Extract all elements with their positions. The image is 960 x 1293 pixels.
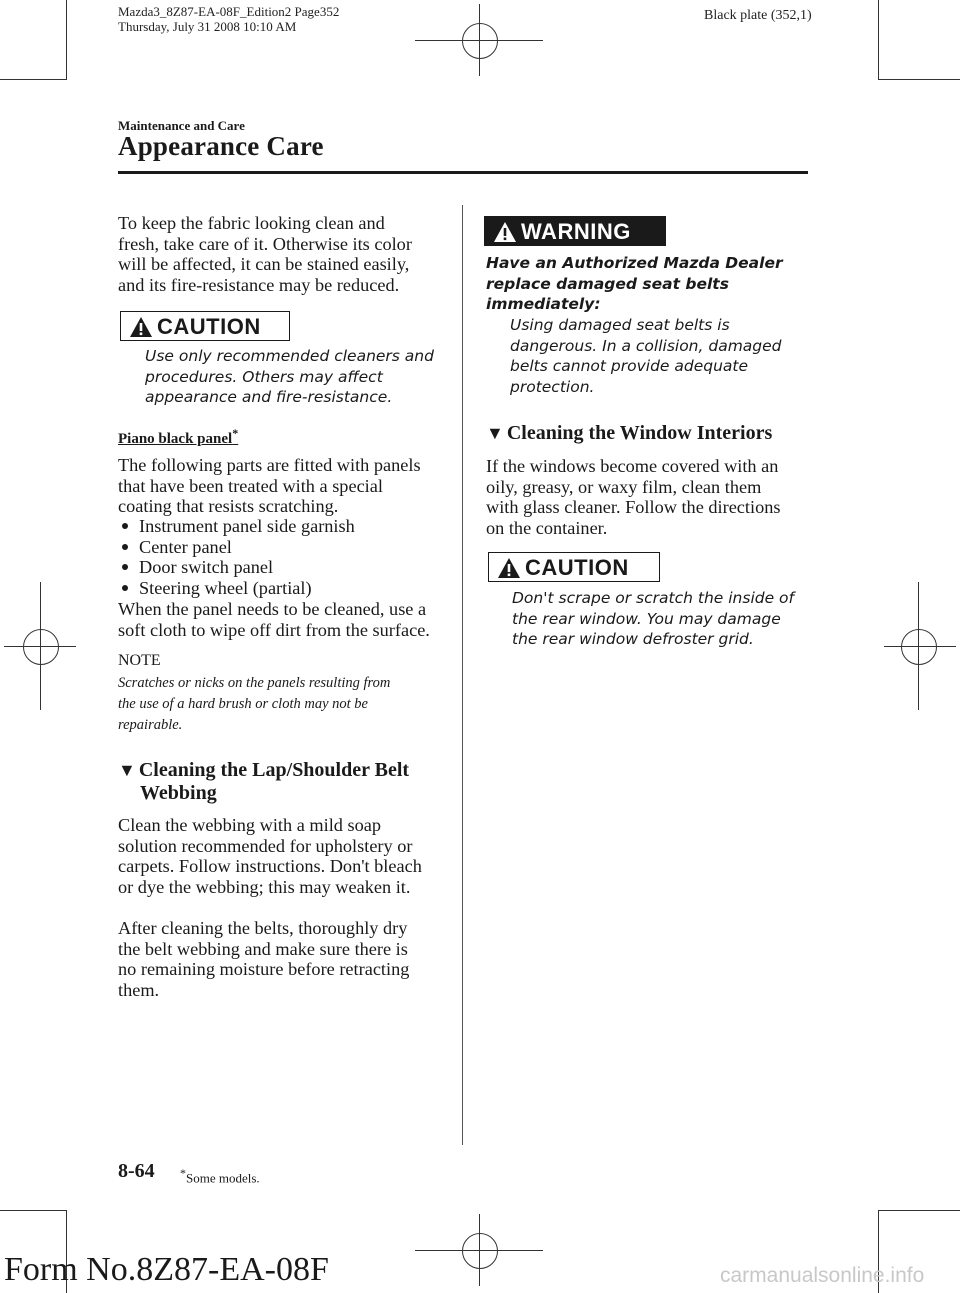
text-line: will be affected, it can be stained easily,: [118, 254, 410, 274]
text-line: Use only recommended cleaners and: [145, 347, 434, 365]
text-line: or dye the webbing; this may weaken it.: [118, 876, 411, 897]
text-line: solution recommended for upholstery or: [118, 835, 413, 856]
caution-label: CAUTION: [525, 555, 629, 580]
text-line: belts cannot provide adequate: [510, 357, 749, 375]
heading-line: Cleaning the Window Interiors: [506, 422, 773, 444]
text-line: Clean the webbing with a mild soap: [118, 815, 381, 835]
heading-line: Cleaning the Lap/Shoulder Belt: [138, 759, 410, 781]
window-caution-text: [512, 588, 812, 650]
text-line: Don't scrape or scratch the inside of: [512, 589, 794, 607]
text-line: Scratches or nicks on the panels resulting from: [118, 675, 391, 691]
column-divider: [462, 205, 463, 1145]
text-line: with glass cleaner. Follow the directions: [486, 497, 781, 517]
warning-badge: [484, 216, 666, 246]
file-info-line1: Mazda3_8Z87-EA-08F_Edition2 Page352: [118, 4, 340, 19]
text-line: repairable.: [118, 717, 183, 733]
text-line: After cleaning the belts, thoroughly dry: [118, 918, 408, 938]
file-info-line2: Thursday, July 31 2008 10:10 AM: [118, 19, 297, 34]
text-line: on the container.: [486, 517, 608, 538]
exclamation-triangle-icon: [129, 316, 153, 338]
watermark: carmanualsonline.info: [720, 1264, 925, 1287]
text-line: fresh, take care of it. Otherwise its color: [118, 233, 412, 254]
text-line: oily, greasy, or waxy film, clean them: [486, 476, 762, 497]
heading-line: Webbing: [140, 782, 217, 804]
text-line: Have an Authorized Mazda Dealer: [486, 254, 783, 272]
caution-badge: [488, 552, 660, 582]
note-text: [118, 673, 458, 736]
exclamation-triangle-icon: [493, 221, 517, 243]
text-line: When the panel needs to be cleaned, use a: [118, 599, 427, 619]
list-item: Steering wheel (partial): [118, 578, 448, 599]
belt-paragraph-1: [118, 815, 448, 897]
piano-black-heading: [118, 426, 238, 448]
down-triangle-icon: ▼: [486, 423, 504, 443]
title-rule: [118, 171, 808, 174]
plate-label: Black plate (352,1): [704, 8, 812, 23]
belt-cleaning-heading: [118, 759, 458, 805]
text-line: soft cloth to wipe off dirt from the surface.: [118, 619, 430, 640]
page-number: 8-64: [118, 1160, 155, 1182]
asterisk-marker: *: [180, 1166, 186, 1180]
list-item: Center panel: [118, 537, 448, 558]
text-line: To keep the fabric looking clean and: [118, 213, 385, 233]
text-line: carpets. Follow instructions. Don't bleach: [118, 856, 422, 876]
note-label: NOTE: [118, 652, 161, 669]
file-info: [118, 4, 339, 34]
belt-paragraph-2: [118, 918, 448, 1000]
text-line: dangerous. In a collision, damaged: [510, 336, 782, 355]
text-line: them.: [118, 979, 160, 1000]
text-line: If the windows become covered with an: [486, 456, 779, 476]
footnote-text: Some models.: [186, 1170, 260, 1186]
down-triangle-icon: ▼: [118, 760, 136, 780]
text-line: immediately:: [486, 295, 601, 313]
piano-paragraph: [118, 455, 448, 517]
text-line: the belt webbing and make sure there is: [118, 938, 408, 959]
exclamation-triangle-icon: [497, 557, 521, 579]
text-line: replace damaged seat belts: [486, 274, 729, 293]
text-line: appearance and fire-resistance.: [145, 388, 393, 406]
caution-badge: [120, 311, 290, 341]
text-line: that have been treated with a special: [118, 475, 383, 496]
text-line: protection.: [510, 377, 595, 396]
caution-text: [145, 346, 450, 408]
intro-paragraph: [118, 213, 448, 295]
text-line: Using damaged seat belts is: [510, 316, 730, 334]
warning-label: WARNING: [521, 219, 631, 244]
text-line: procedures. Others may affect: [145, 367, 383, 386]
text-line: The following parts are fitted with panels: [118, 455, 421, 475]
window-cleaning-heading: [486, 422, 806, 445]
caution-label: CAUTION: [157, 314, 261, 339]
list-item: Instrument panel side garnish: [118, 516, 448, 537]
text-line: coating that resists scratching.: [118, 496, 339, 516]
panel-clean-paragraph: [118, 599, 458, 640]
section-label: Maintenance and Care: [118, 118, 245, 133]
text-line: the rear window defroster grid.: [512, 630, 754, 648]
page-title: Appearance Care: [118, 131, 324, 161]
window-paragraph: [486, 456, 806, 538]
piano-black-heading-text: Piano black panel: [118, 431, 233, 447]
warning-text: [510, 315, 810, 397]
list-item: Door switch panel: [118, 557, 448, 578]
asterisk-marker: *: [232, 426, 239, 440]
text-line: no remaining moisture before retracting: [118, 959, 410, 979]
warning-bold-text: [486, 253, 806, 315]
text-line: the use of a hard brush or cloth may not be: [118, 696, 368, 712]
text-line: and its fire-resistance may be reduced.: [118, 274, 400, 295]
parts-list: [118, 516, 448, 598]
footnote: [180, 1166, 260, 1186]
text-line: the rear window. You may damage: [512, 609, 781, 628]
form-number: Form No.8Z87-EA-08F: [4, 1251, 329, 1288]
